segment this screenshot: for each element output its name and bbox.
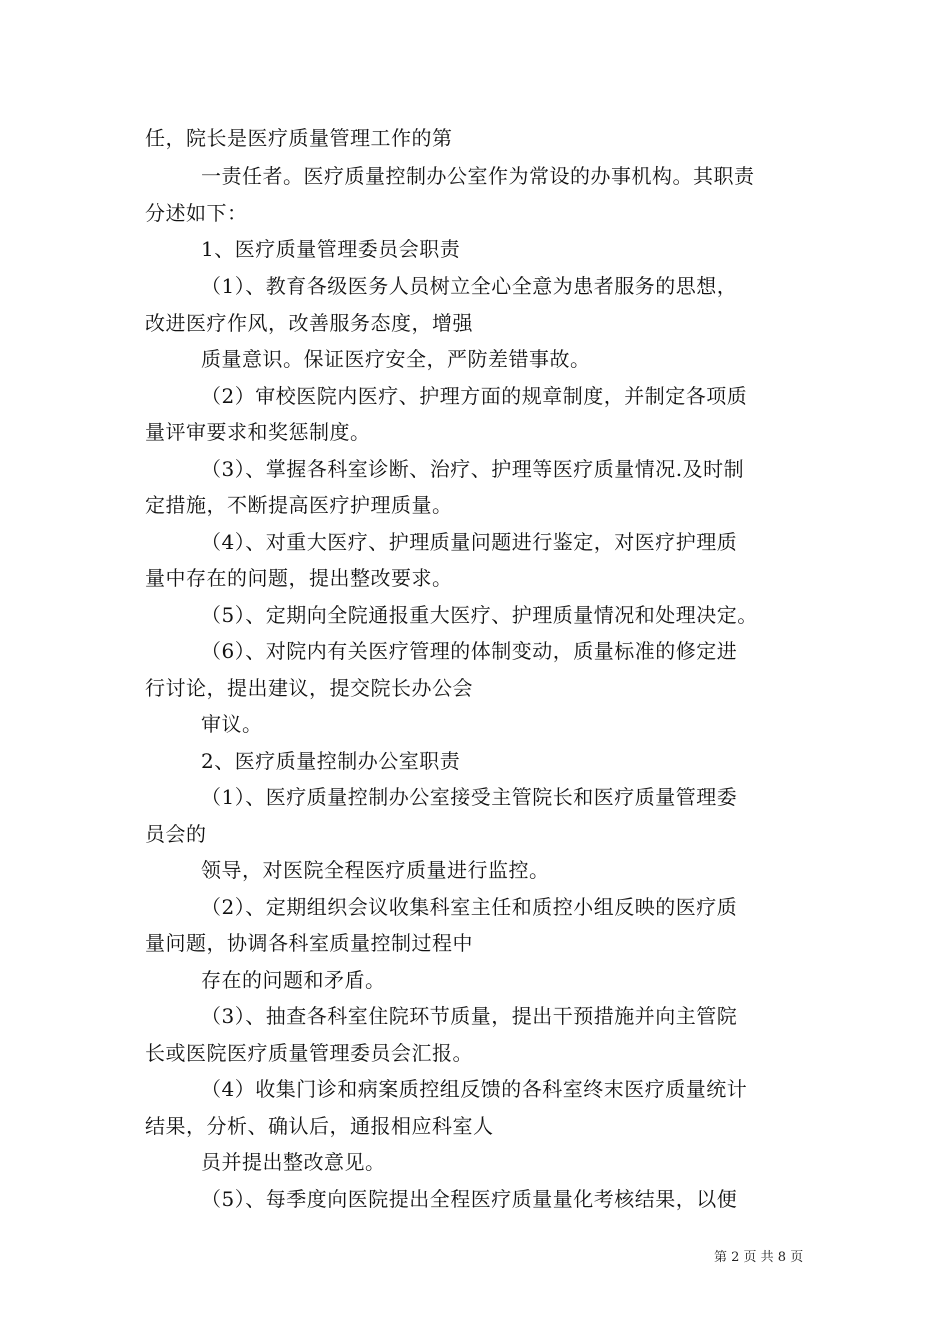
text-line: 领导，对医院全程医疗质量进行监控。 [201,858,550,882]
text-line: （4）、对重大医疗、护理质量问题进行鉴定，对医疗护理质 [201,530,738,554]
text-line: 量评审要求和奖惩制度。 [145,420,371,444]
text-line: 存在的问题和矛盾。 [201,968,386,992]
text-line: 一责任者。医疗质量控制办公室作为常设的办事机构。其职责 [201,164,755,188]
text-line: （6）、对院内有关医疗管理的体制变动，质量标准的修定进 [201,639,738,663]
text-line: （5）、每季度向医院提出全程医疗质量量化考核结果，以便 [201,1187,738,1211]
text-line: 员会的 [145,822,207,846]
text-line: 审议。 [201,712,263,736]
section-heading: 1、医疗质量管理委员会职责 [201,237,461,261]
text-line: 员并提出整改意见。 [201,1150,386,1174]
text-line: （1）、教育各级医务人员树立全心全意为患者服务的思想， [201,274,738,298]
text-line: （2）审校医院内医疗、护理方面的规章制度，并制定各项质 [201,384,748,408]
text-line: 分述如下： [145,201,248,225]
text-line: 改进医疗作风，改善服务态度，增强 [145,311,473,335]
text-line: 结果，分析、确认后，通报相应科室人 [145,1114,494,1138]
text-line: （3）、抽查各科室住院环节质量，提出干预措施并向主管院 [201,1004,738,1028]
text-line: （1）、医疗质量控制办公室接受主管院长和医疗质量管理委 [201,785,738,809]
text-line: 质量意识。保证医疗安全，严防差错事故。 [201,347,591,371]
text-line: 定措施，不断提高医疗护理质量。 [145,493,453,517]
text-line: （4）收集门诊和病案质控组反馈的各科室终末医疗质量统计 [201,1077,748,1101]
text-line: （5）、定期向全院通报重大医疗、护理质量情况和处理决定。 [201,603,758,627]
text-line: 量问题，协调各科室质量控制过程中 [145,931,473,955]
text-line: （2）、定期组织会议收集科室主任和质控小组反映的医疗质 [201,895,738,919]
page-number: 第 2 页 共 8 页 [714,1250,804,1265]
text-line: 任，院长是医疗质量管理工作的第 [145,126,453,150]
section-heading: 2、医疗质量控制办公室职责 [201,749,461,773]
text-line: 长或医院医疗质量管理委员会汇报。 [145,1041,473,1065]
text-line: （3）、掌握各科室诊断、治疗、护理等医疗质量情况.及时制 [201,457,745,481]
text-line: 行讨论，提出建议，提交院长办公会 [145,676,473,700]
text-line: 量中存在的问题，提出整改要求。 [145,566,453,590]
